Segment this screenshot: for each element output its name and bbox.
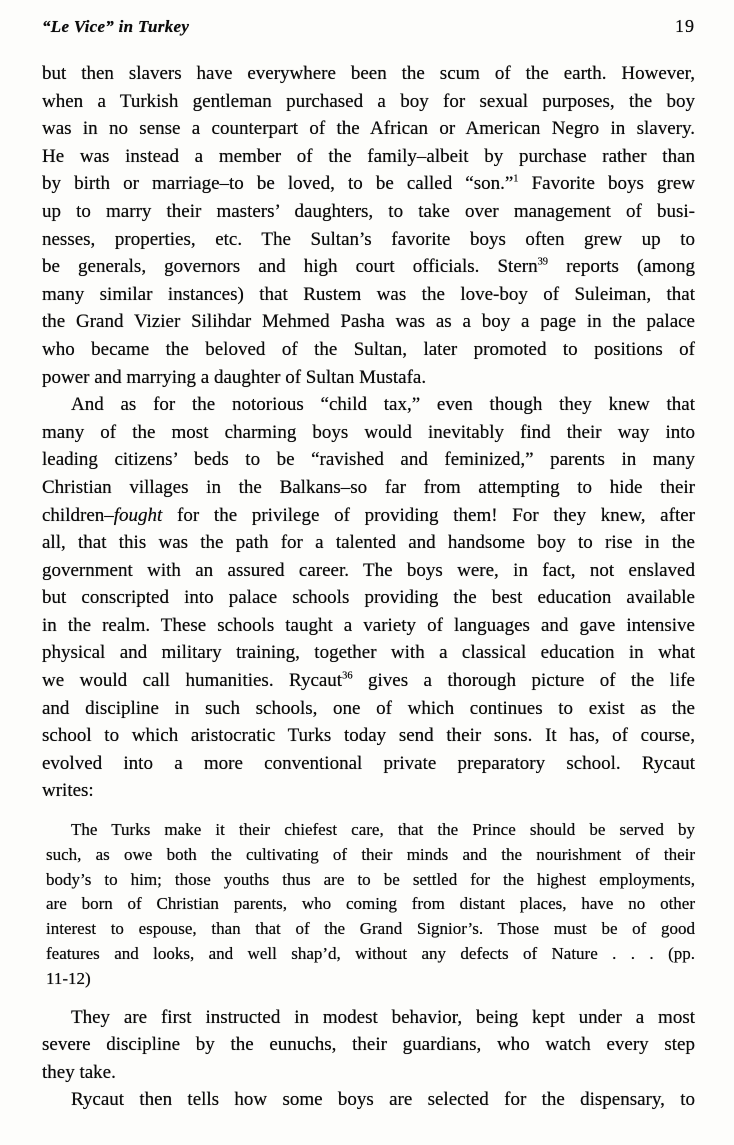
- text-line: [42, 391, 695, 419]
- text-segment: but conscripted into palace schools providing the best education available: [42, 587, 695, 609]
- text-line: [42, 419, 695, 447]
- text-line: [42, 1059, 695, 1087]
- text-segment: are born of Christian parents, who coming from distant places, have no other: [46, 894, 695, 914]
- paragraph: [42, 60, 695, 391]
- text-segment: they take.: [42, 1061, 116, 1083]
- text-line: [42, 198, 695, 226]
- text-line: [42, 557, 695, 585]
- text-segment: up to marry their masters’ daughters, to take over management of busi-: [42, 200, 695, 222]
- text-segment: such, as owe both the cultivating of their minds and the nourishment of their: [46, 844, 695, 864]
- text-line: [42, 474, 695, 502]
- text-line: [42, 777, 695, 805]
- text-segment: severe discipline by the eunuchs, their guardians, who watch every step: [42, 1034, 695, 1056]
- text-segment: in the realm. These schools taught a variety of languages and gave intensive: [42, 614, 695, 636]
- text-line: [46, 917, 695, 942]
- text-segment: the Grand Vizier Silihdar Mehmed Pasha was as a boy a page in the palace: [42, 311, 695, 333]
- text-segment: They are first instructed in modest behavior, being kept under a most: [71, 1006, 695, 1028]
- text-line: [42, 695, 695, 723]
- text-line: [42, 1004, 695, 1032]
- text-line: [46, 868, 695, 893]
- text-line: [42, 253, 695, 281]
- text-segment: physical and military training, together with a classical education in what: [42, 642, 695, 664]
- text-segment: children–: [42, 504, 114, 526]
- paragraph: [42, 391, 695, 805]
- text-line: [42, 115, 695, 143]
- text-segment: interest to espouse, than that of the Grand Signior’s. Those must be of good: [46, 919, 695, 939]
- text-segment: school to which aristocratic Turks today send their sons. It has, of course,: [42, 725, 695, 747]
- text-segment: And as for the notorious “child tax,” even though they knew that: [71, 394, 695, 416]
- text-segment: for the privilege of providing them! For they knew, after: [162, 504, 695, 526]
- text-line: [42, 667, 695, 695]
- text-segment: He was instead a member of the family–albeit by purchase rather than: [42, 145, 695, 167]
- text-line: [42, 1086, 695, 1114]
- text-segment: gives a thorough picture of the life: [352, 670, 695, 692]
- text-segment: power and marrying a daughter of Sultan Mustafa.: [42, 366, 427, 388]
- text-segment: by birth or marriage–to be loved, to be called “son.”: [42, 173, 514, 195]
- text-line: [42, 60, 695, 88]
- text-segment: features and looks, and well shap’d, without any defects of Nature . . . (pp.: [46, 944, 695, 964]
- text-line: [42, 612, 695, 640]
- text-segment: evolved into a more conventional private preparatory school. Rycaut: [42, 752, 695, 774]
- text-segment: The Turks make it their chiefest care, that the Prince should be served by: [71, 820, 695, 840]
- text-line: [42, 1031, 695, 1059]
- text-line: [42, 364, 695, 392]
- text-segment: and discipline in such schools, one of which continues to exist as the: [42, 697, 695, 719]
- page-header: [42, 16, 695, 37]
- italic-emphasis: fought: [113, 504, 163, 526]
- footnote-ref: 36: [342, 670, 353, 682]
- text-line: [42, 722, 695, 750]
- text-segment: who became the beloved of the Sultan, later promoted to positions of: [42, 338, 695, 360]
- text-line: [46, 892, 695, 917]
- text-line: [42, 143, 695, 171]
- running-title: “Le Vice” in Turkey: [42, 17, 190, 36]
- text-line: [42, 584, 695, 612]
- text-segment: Rycaut then tells how some boys are selected for the dispensary, to: [71, 1089, 695, 1111]
- text-line: [42, 308, 695, 336]
- text-segment: many similar instances) that Rustem was the love-boy of Suleiman, that: [42, 283, 695, 305]
- text-line: [42, 750, 695, 778]
- text-line: [42, 336, 695, 364]
- text-segment: was in no sense a counterpart of the African or American Negro in slavery.: [42, 118, 695, 140]
- text-segment: 11-12): [46, 968, 91, 988]
- text-line: [42, 529, 695, 557]
- text-segment: writes:: [42, 780, 94, 802]
- text-line: [42, 446, 695, 474]
- text-segment: Favorite boys grew: [518, 173, 695, 195]
- text-line: [46, 967, 695, 992]
- text-line: [42, 88, 695, 116]
- paragraph: [42, 1086, 695, 1114]
- text-line: [42, 502, 695, 530]
- paragraph: [42, 1004, 695, 1087]
- text-line: [42, 281, 695, 309]
- footnote-ref: 39: [537, 256, 549, 268]
- text-segment: we would call humanities. Rycaut: [42, 670, 343, 692]
- text-line: [42, 226, 695, 254]
- text-segment: government with an assured career. The boys were, in fact, not enslaved: [42, 559, 695, 581]
- page-number: 19: [675, 16, 695, 36]
- text-segment: but then slavers have everywhere been the scum of the earth. However,: [42, 63, 695, 84]
- text-segment: nesses, properties, etc. The Sultan’s favorite boys often grew up to: [42, 228, 695, 250]
- text-line: [42, 639, 695, 667]
- page-body: [42, 60, 695, 1114]
- text-segment: reports (among: [548, 256, 695, 278]
- text-line: [46, 843, 695, 868]
- text-line: [46, 942, 695, 967]
- text-segment: Christian villages in the Balkans–so far from attempting to hide their: [42, 476, 695, 498]
- text-line: [42, 170, 695, 198]
- text-segment: leading citizens’ beds to be “ravished and feminized,” parents in many: [42, 449, 695, 471]
- footnote-ref: 1: [513, 174, 519, 186]
- text-segment: many of the most charming boys would inevitably find their way into: [42, 421, 695, 443]
- text-segment: all, that this was the path for a talented and handsome boy to rise in the: [42, 532, 695, 554]
- text-line: [46, 818, 695, 843]
- block-quote: [46, 818, 695, 992]
- text-segment: body’s to him; those youths thus are to be settled for the highest employments,: [46, 869, 695, 889]
- text-segment: when a Turkish gentleman purchased a boy for sexual purposes, the boy: [42, 90, 695, 112]
- text-segment: be generals, governors and high court officials. Stern: [42, 256, 538, 278]
